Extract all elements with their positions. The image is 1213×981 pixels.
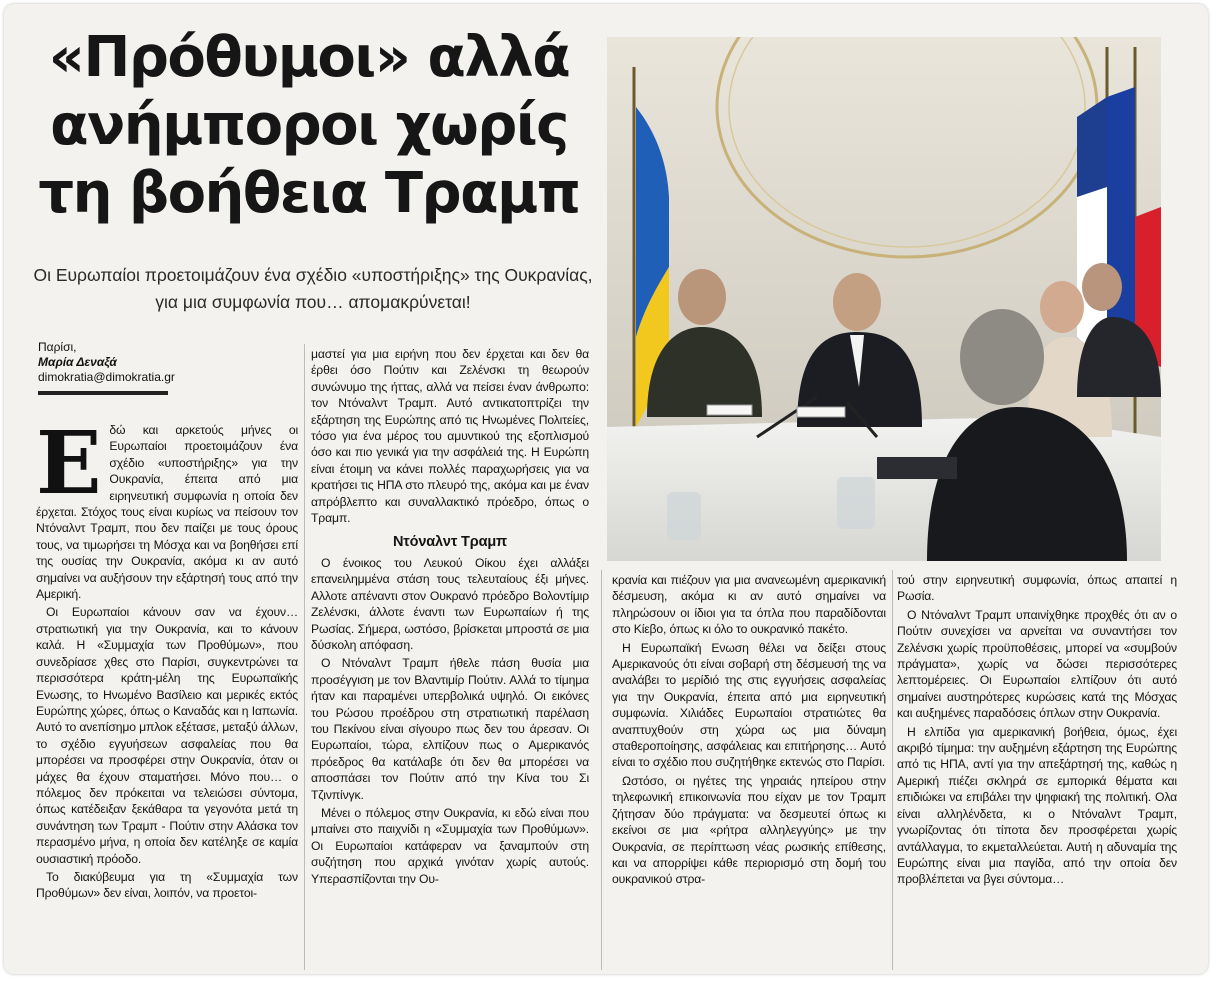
paragraph bbox=[36, 413, 298, 602]
dropcap: Ε bbox=[36, 413, 102, 514]
person-far-right-head bbox=[1082, 263, 1122, 311]
byline-rule bbox=[38, 391, 168, 395]
name-card bbox=[797, 407, 845, 417]
paragraph: Μένει ο πόλεμος στην Ουκρανία, κι εδώ είναι που μπαίνει στο παιχνίδι η «Συμμαχία των Προθύμων». Οι Ευρωπαίοι κατάφεραν να ξαναμπούν στη συζήτηση που αρχικά γινόταν χωρίς αυτούς. Υπερασπίζονται την Ου- bbox=[311, 805, 589, 886]
water-glass bbox=[837, 477, 875, 529]
column-divider bbox=[601, 570, 602, 970]
subheadline: Οι Ευρωπαίοι προετοιμάζουν ένα σχέδιο «υποστήριξης» της Ουκρανίας, για μια συμφωνία που… απομακρύνεται! bbox=[33, 265, 593, 312]
column-divider bbox=[892, 570, 893, 970]
paragraph: τού στην ειρηνευτική συμφωνία, όπως απαιτεί η Ρωσία. bbox=[897, 573, 1177, 604]
person-left-head bbox=[678, 269, 726, 325]
column-divider bbox=[304, 344, 305, 970]
byline bbox=[38, 340, 288, 395]
paragraph: Το διακύβευμα για τη «Συμμαχία των Προθύμων» δεν είναι, λοιπόν, να προετοι- bbox=[36, 869, 298, 901]
paragraph: Ο Ντόναλντ Τραμπ ήθελε πάση θυσία μια προσέγγιση με τον Βλαντιμίρ Πούτιν. Αλλά το τίμημα ήταν και παραμένει υπερβολικά υψηλό. Οι εικόνες του Ρώσου προέδρου στη στρατιωτική παρέλαση του Πεκίνου είναι σίγουρο πως δεν του άρεσαν. Οι Ευρωπαίοι, τώρα, ελπίζουν πως ο Αμερικανός πρόεδρος θα κατάλαβε ότι δεν θα μπορέσει να αποσπάσει τον Πούτιν από την Κίνα του Σι Τζινπίνγκ. bbox=[311, 656, 589, 802]
paragraph: Ωστόσο, οι ηγέτες της γηραιάς ηπείρου στην τηλεφωνική επικοινωνία που είχαν με τον Τραμπ ζήτησαν δύο πράγματα: να δεσμευτεί όπως κι εκείνοι σε μια «ρήτρα αλληλεγγύης» με την Ουκρανία, σε περίπτωση νέας ρωσικής επίθεσης, και να απορρίψει κάθε περιορισμό στη δομή του ουκρανικού στρα- bbox=[612, 773, 886, 887]
article-column-1 bbox=[36, 413, 298, 970]
paragraph: Η ελπίδα για αμερικανική βοήθεια, όμως, έχει ακριβό τίμημα: την αυξημένη εξάρτηση της Ευρώπης από τις ΗΠΑ, αντί για την απεξάρτησή της, καθώς η Αμερική πιέζει σκληρά σε εμπορικά θέματα και επιδιώκει να επιβάλει την ψηφιακή της πολιτική. Ολα είναι αλληλένδετα, κι ο Ντόναλντ Τραμπ, γνωρίζοντας ότι τίποτα δεν προσφέρεται χωρίς αντάλλαγμα, το εκμεταλλεύεται. Αυτή η αδυναμία της Ευρώπης είναι μια παγίδα, από την οποία δεν προβλέπεται να βγει σύντομα… bbox=[897, 724, 1177, 887]
paragraph: Ο Ντόναλντ Τραμπ υπαινίχθηκε προχθές ότι αν ο Πούτιν συνεχίσει να αρνείται να συναντήσει τον Ζελένσκι χωρίς προϋποθέσεις, μπορεί να «συμβούν πράγματα», χωρίς να δώσει περισσότερες λεπτομέρειες. Οι Ευρωπαίοι ελπίζουν ότι αυτό σημαίνει αυστηρότερες κυρώσεις κατά της Μόσχας και αυξημένες παραδόσεις όπλων στην Ουκρανία. bbox=[897, 607, 1177, 721]
meeting-photo-illustration bbox=[607, 37, 1161, 561]
microphone-base bbox=[877, 457, 957, 479]
byline-author: Μαρία Δεναξά bbox=[38, 355, 117, 369]
newspaper-page bbox=[4, 4, 1208, 974]
headline: «Πρόθυμοι» αλλά ανήμποροι χωρίς τη βοήθεια Τραμπ bbox=[38, 25, 580, 226]
article-column-4 bbox=[897, 572, 1177, 970]
paragraph: Ο ένοικος του Λευκού Οίκου έχει αλλάξει επανειλημμένα στάση τους τελευταίους έξι μήνες. Αλλοτε απέναντι στον Ουκρανό πρόεδρο Βολοντίμιρ Ζελένσκι, άλλοτε έναντι των Ευρωπαίων ή της Ρωσίας. Σήμερα, ωστόσο, βρίσκεται μπροστά σε μια δύσκολη απόφαση. bbox=[311, 555, 589, 652]
person-woman-head bbox=[1040, 281, 1084, 333]
paragraph: Οι Ευρωπαίοι κάνουν σαν να έχουν… στρατιωτική για την Ουκρανία, και το κάνουν καλά. Η «Συμμαχία των Προθύμων», που συνεδρίασε χθες στο Παρίσι, συγκεντρώνει τα περισσότερα κράτη-μέλη της Ευρωπαϊκής Ενωσης, το Ηνωμένο Βασίλειο και μερικές εκτός Ευρώπης χώρες, όπως ο Καναδάς και η Ιαπωνία. Αυτό το ανεπίσημο μπλοκ εξέτασε, μεταξύ άλλων, το σχέδιο εγγυήσεων ασφαλείας που θα μπορέσει να προσφέρει στην Ουκρανία, όταν οι μάχες θα έχουν σταματήσει. Μόνο που… ο πόλεμος δεν πρόκειται να τελειώσει σύντομα, όπως κατέδειξαν ξεκάθαρα τα γεγονότα μετά τη συνάντηση των Τραμπ - Πούτιν στην Αλάσκα τον περασμένο μήνα, η οποία δεν κατέληξε σε καμία ουσιαστική πρόοδο. bbox=[36, 605, 298, 866]
byline-location: Παρίσι, bbox=[38, 340, 77, 354]
section-subtitle: Ντόναλντ Τραμπ bbox=[392, 534, 508, 551]
meeting-photo bbox=[607, 37, 1161, 561]
person-center-head bbox=[833, 273, 881, 331]
water-glass bbox=[667, 492, 701, 540]
article-column-2 bbox=[311, 346, 589, 970]
person-foreground-head bbox=[960, 309, 1044, 405]
paragraph: Η Ευρωπαϊκή Ενωση θέλει να δείξει στους Αμερικανούς ότι είναι σοβαρή στη δέσμευσή της να αναλάβει το μερίδιό της στις εγγυήσεις ασφαλείας για την Ουκρανία, έπειτα από μια ειρηνευτική συμφωνία. Χιλιάδες Ευρωπαίοι στρατιώτες θα αναπτυχθούν στη χώρα ως μια δύναμη σταθεροποίησης, ασφάλειας και επιτήρησης… Αυτό είναι το σχέδιο που συζητήθηκε εκτενώς στο Παρίσι. bbox=[612, 640, 886, 770]
paragraph-text: δώ και αρκετούς μήνες οι Ευρωπαίοι προετοιμάζουν ένα σχέδιο «υποστήριξης» για την Ουκρανία, έπειτα από μια ειρηνευτική συμφωνία η οποία δεν έρχεται. Στόχος τους είναι κυρίως να πείσουν τον Ντόναλντ Τραμπ, που δεν παίζει με τους όρους τους, να τιμωρήσει τη Μόσχα και να βοηθήσει επί της ουσίας την Ουκρανία, ακόμα κι αν αυτό σημαίνει να αυξήσουν την εξάρτησή τους από την Αμερική. bbox=[36, 423, 298, 602]
paragraph: μαστεί για μια ειρήνη που δεν έρχεται και δεν θα έρθει όσο Πούτιν και Ζελένσκι τη θεωρούν συνώνυμο της ήττας, αλλά να πείσει έναν άνθρωπο: τον Ντόναλντ Τραμπ. Αυτό αντικατοπτρίζει την εξάρτηση της Ευρώπης από τις Ηνωμένες Πολιτείες, τόσο για ένα μέρος του αμυντικού της εξοπλισμού όσο και πιο γενικά για την ασφάλειά της. Η Ευρώπη είναι έτοιμη να κάνει πολλές παραχωρήσεις για να κρατήσει τις ΗΠΑ στο πλευρό της, ακόμα και με έναν απρόβλεπτο και συναλλακτικό πρόεδρο, όπως ο Τραμπ. bbox=[311, 347, 589, 526]
paragraph: κρανία και πιέζουν για μια ανανεωμένη αμερικανική δέσμευση, ακόμα κι αν αυτό σημαίνει να πληρώσουν οι ίδιοι για τα όπλα που παραδίδονται στο Κίεβο, όπως κι όλο το ουκρανικό πακέτο. bbox=[612, 573, 886, 637]
article-column-3 bbox=[612, 572, 886, 970]
name-card bbox=[707, 405, 752, 415]
byline-email: dimokratia@dimokratia.gr bbox=[38, 370, 175, 384]
